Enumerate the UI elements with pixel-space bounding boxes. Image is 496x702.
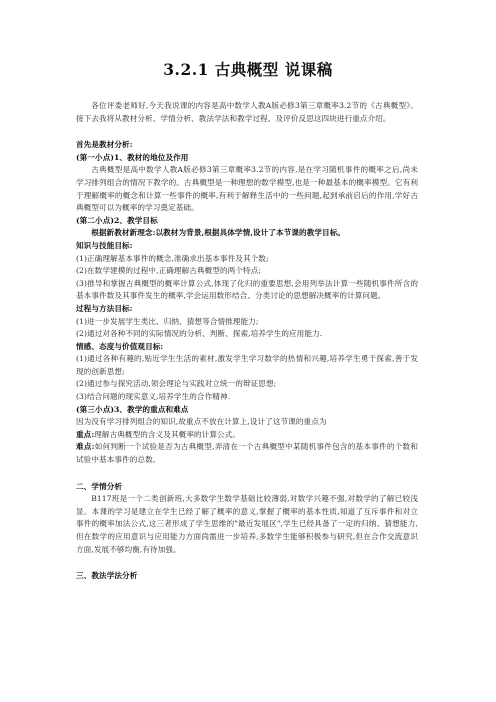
knowledge-item: (1)正确理解基本事件的概念,准确求出基本事件及其个数;	[76, 253, 269, 263]
process-heading: 过程与方法目标:	[76, 303, 133, 313]
emotion-heading: 情感、态度与价值观目标:	[76, 341, 164, 351]
knowledge-item: (2)在数学建模的过程中,正确理解古典概型的两个特点;	[76, 266, 261, 276]
knowledge-heading: 知识与技能目标:	[76, 240, 133, 250]
point3-paragraph: 因为没有学习排列组合的知识,故重点不放在计算上,设计了这节课的重点为	[76, 417, 327, 427]
difficulty-label: 难点:	[76, 442, 95, 452]
section1-heading: 首先是教材分析:	[76, 140, 133, 150]
section2-paragraph: B117班是一个二类创新班,大多数学生数学基础比较薄弱,对数学兴趣不强,对数学的了解已较浅显。本课的学习是建立在学生已经了解了概率的意义,掌握了概率的基本性质,知道了互斥事件和对立事件的概率加法公式,这三者形成了学生思维的"最近发展区",学生已经具备了一定的归纳、猜想能力,但在数学的应用意识与应用能力方面尚需进一步培养,多数学生能够积极参与研究,但在合作交流意识方面,发展不够均衡,有待加强。	[76, 494, 418, 554]
point2-lead: 根据新教材新理念:以教材为背景,根据具体学情,设计了本节课的教学目标。	[91, 228, 346, 238]
difficulty-line	[76, 441, 418, 466]
emotion-item: (1)通过各种有趣的,贴近学生生活的素材,激发学生学习数学的热情和兴趣,培养学生勇于探索,善于发现的创新思想;	[76, 354, 418, 376]
point2-heading: (第二小点)2、教学目标	[76, 215, 158, 225]
process-item: (1)进一步发展学生类比、归纳、猜想等合情推理能力;	[76, 316, 259, 326]
point3-heading: (第三小点)3、教学的重点和难点	[76, 404, 189, 414]
key-point-text: 理解古典概型的含义及其概率的计算公式。	[94, 429, 241, 439]
emotion-item: (2)通过参与探究活动,领会理论与实践对立统一的辩证思想;	[76, 379, 277, 389]
process-item: (2)通过对各种不同的实际情况的分析、判断、探索,培养学生的应用能力.	[76, 329, 323, 339]
section2-heading: 二、学情分析	[76, 481, 123, 491]
document-body	[76, 100, 418, 583]
key-point-label: 重点:	[76, 429, 95, 439]
point1-paragraph: 古典概型是高中数学人教A版必修3第三章概率3.2节的内容,是在学习随机事件的概率之后,尚未学习排列组合的情况下教学的。古典概型是一种理想的数学模型,也是一种最基本的概率模型。它有利于理解概率的概念和计算一些事件的概率,有利于解释生活中的一些问题,起到承前启后的作用,学好古典概型可以为概率的学习奠定基础。	[76, 165, 418, 213]
intro-paragraph: 各位评委老师好,今天我说课的内容是高中数学人教A版必修3第三章概率3.2节的《古典概型》。接下去我将从教材分析、学情分析、教法学法和教学过程、及评价反思这四块进行重点介绍。	[76, 101, 418, 123]
section3-heading: 三、教法学法分析	[76, 571, 138, 581]
document-title: 3.2.1 古典概型 说课稿	[163, 60, 333, 79]
point1-heading: (第一小点)1、教材的地位及作用	[76, 152, 189, 162]
key-point-line	[76, 429, 418, 442]
knowledge-item: (3)推导和掌握古典概型的概率计算公式,体现了化归的重要思想,会用列举法计算一些随机事件所含的基本事件数及其事件发生的概率,学会运用数形结合、分类讨论的思想解决概率的计算问题。	[76, 278, 418, 301]
emotion-item: (3)结合问题的现实意义,培养学生的合作精神.	[76, 392, 231, 402]
difficulty-text: 如何判断一个试验是否为古典概型,弄清在一个古典概型中某随机事件包含的基本事件的个数和试验中基本事件的总数。	[76, 442, 418, 465]
